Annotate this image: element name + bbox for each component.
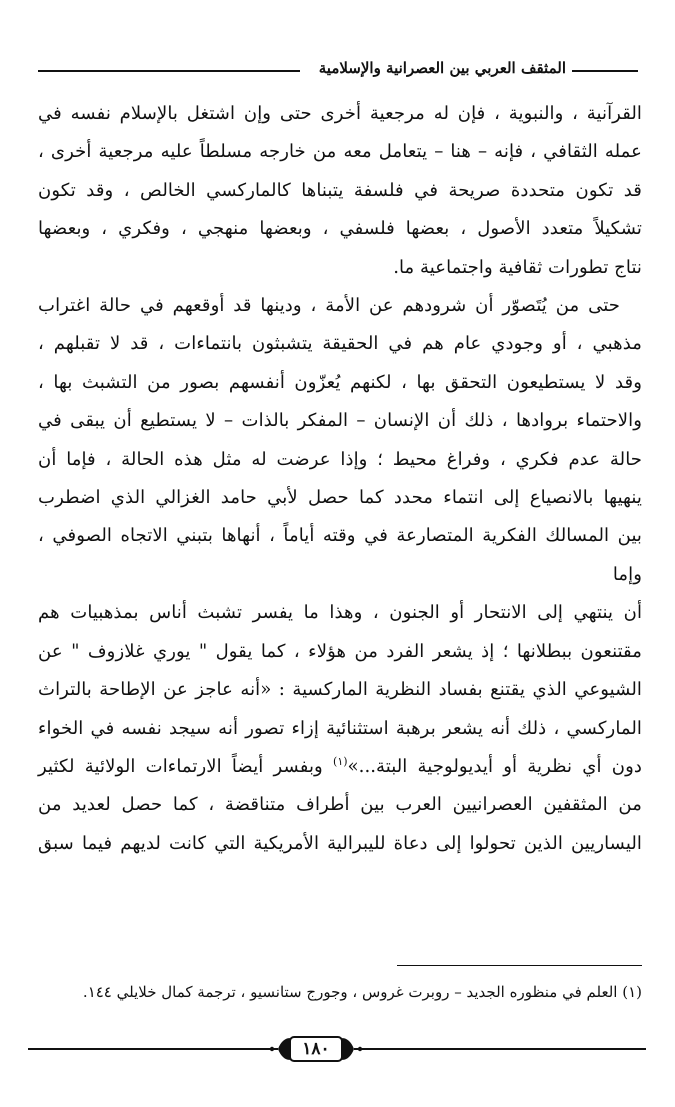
text-line: قد تكون متحددة صريحة في فلسفة يتبناها كالماركسي الخالص ، وقد تكون	[38, 179, 642, 201]
footnote-reference[interactable]: (١)	[333, 754, 348, 768]
text-line-with-footnote	[38, 748, 642, 786]
body-text	[38, 95, 642, 863]
text-line: مذهبي ، أو وجودي عام هم في الحقيقة يتشبثون بانتماءات ، قد لا تقبلهم ،	[38, 333, 642, 355]
paragraph-first-line	[38, 287, 642, 325]
text-line: حالة عدم فكري ، وفراغ محيط ؛ وإذا عرضت له مثل هذه الحالة ، فإما أن	[38, 448, 642, 470]
text-line: أن ينتهي إلى الانتحار أو الجنون ، وهذا ما يفسر تشبث أناس بمذهبيات هم	[38, 602, 642, 624]
text-line: وقد لا يستطيعون التحقق بها ، لكنهم يُعزّون أنفسهم بصور من التشبث بها ،	[38, 371, 642, 393]
footer-rule-left	[28, 1048, 266, 1050]
text-line: مقتنعون ببطلانها ؛ إذ يشعر الفرد من هؤلاء ، كما يقول " يوري غلازوف " عن	[38, 640, 642, 662]
text-line: عمله الثقافي ، فإنه – هنا – يتعامل معه من خارجه مسلطاً عليه مرجعية أخرى ،	[38, 141, 642, 163]
header-rule-right	[572, 70, 638, 72]
text-line: الماركسي ، ذلك أنه يشعر برهبة استثنائية إزاء تصور أنه سيجد نفسه في الخواء	[38, 717, 642, 739]
text-line: من المثقفين العصرانيين العرب بين أطراف متناقضة ، كما حصل لعديد من	[38, 794, 642, 816]
footnote-separator	[397, 965, 642, 966]
text-line: اليساريين الذين تحولوا إلى دعاة لليبرالية الأمريكية التي كانت لديهم فيما سبق	[38, 832, 642, 854]
footer-rule-right	[366, 1048, 646, 1050]
header-rule-left	[38, 70, 300, 72]
text-line: نتاج تطورات ثقافية واجتماعية ما.	[393, 256, 642, 278]
text-line: بين المسالك الفكرية المتصارعة في وقته أياماً ، أنهاها بتبني الاتجاه الصوفي ، وإما	[38, 525, 642, 585]
text-line: الشيوعي الذي يقتنع بفساد النظرية الماركسية : «أنه عاجز عن الإطاحة بالتراث	[38, 679, 642, 701]
text-line: تشكيلاً متعدد الأصول ، بعضها فلسفي ، وبعضها منهجي ، وفكري ، وبعضها	[38, 218, 642, 240]
text-line: والاحتماء بروادها ، ذلك أن الإنسان – المفكر بالذات – لا يستطيع أن يبقى في	[38, 410, 642, 432]
text-line: حتى من يُتَصوّر أن شرودهم عن الأمة ، ودينها قد أوقعهم في حالة اغتراب	[38, 295, 620, 317]
page-number-ornament	[28, 1034, 646, 1064]
running-header	[38, 58, 638, 82]
text-line: القرآنية ، والنبوية ، فإن له مرجعية أخرى حتى وإن اشتغل بالإسلام نفسه في	[38, 103, 642, 124]
text-line: وبفسر أيضاً الارتماءات الولائية لكثير	[38, 755, 323, 777]
footnote: (١) العلم في منظوره الجديد – روبرت غروس ، وجورج ستانسيو ، ترجمة كمال خلايلي ١٤٤.	[82, 983, 642, 1001]
running-header-title: المثقف العربي بين العصرانية والإسلامية	[318, 59, 566, 77]
text-line: ينهيها بالانصياع إلى انتماء محدد كما حصل لأبي حامد الغزالي الذي اضطرب	[38, 487, 642, 509]
quote-end: دون أي نظرية أو أيديولوجية البتة...»	[347, 755, 642, 777]
page-number: ١٨٠	[302, 1039, 330, 1059]
